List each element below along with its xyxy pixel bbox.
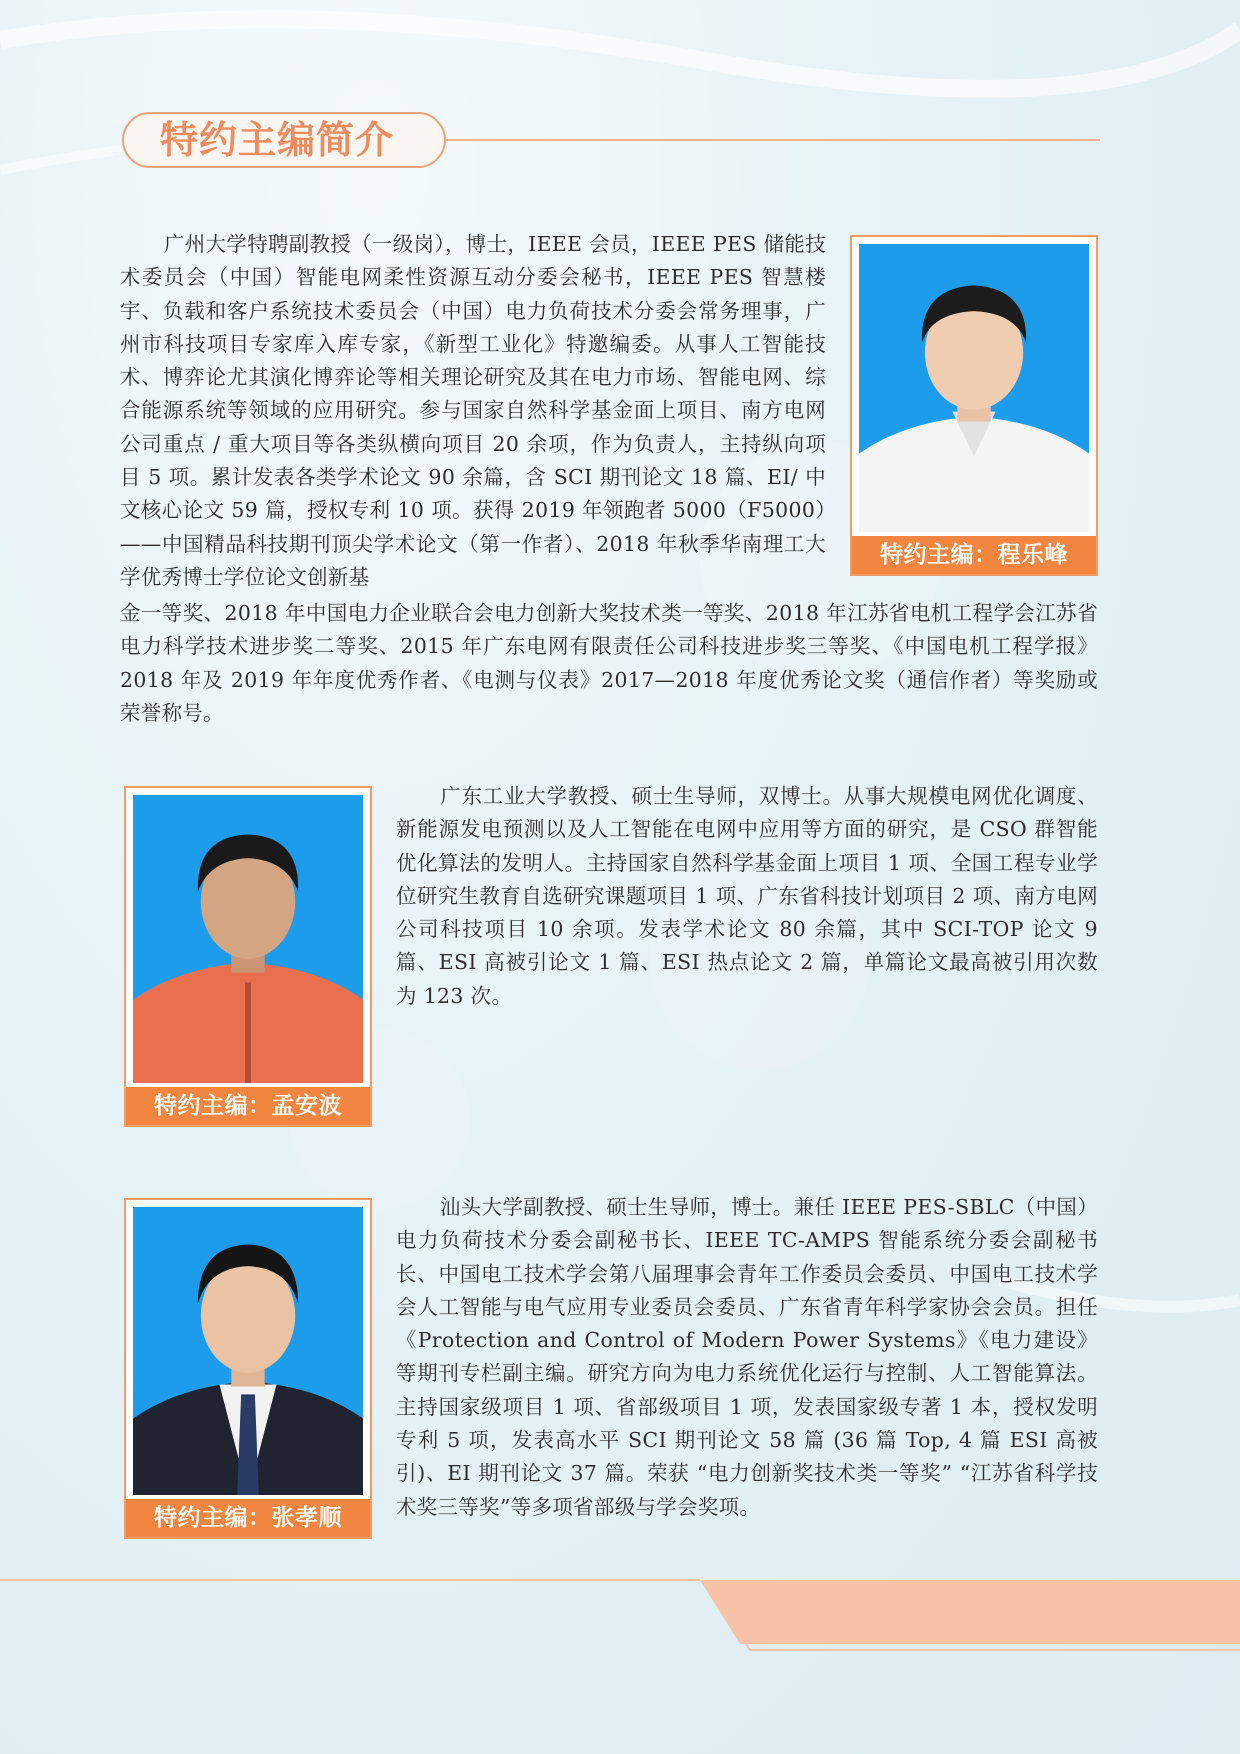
- editor-1-bio-continued: [120, 597, 1098, 730]
- editor-3-bio-text: 汕头大学副教授、硕士生导师，博士。兼任 IEEE PES-SBLC（中国）电力负荷技术分委会副秘书长、IEEE TC-AMPS 智能系统分委会副秘书长、中国电工技术学会第八届理事会青年工作委员会委员、中国电工技术学会人工智能与电气应用专业委员会委员、广东省青年科学家协会会员。担任《Protection and Control of Modern Power Systems》《电力建设》等期刊专栏副主编。研究方向为电力系统优化运行与控制、人工智能算法。主持国家级项目 1 项、省部级项目 1 项，发表国家级专著 1 本，授权发明专利 5 项，发表高水平 SCI 期刊论文 58 篇 (36 篇 Top, 4 篇 ESI 高被引)、EI 期刊论文 37 篇。荣获 “电力创新奖技术类一等奖” “江苏省科学技术奖三等奖”等多项省部级与学会奖项。: [396, 1195, 1098, 1519]
- header-rule: [446, 139, 1100, 141]
- editor-1-bio-text: 广州大学特聘副教授（一级岗），博士，IEEE 会员，IEEE PES 储能技术委员会（中国）智能电网柔性资源互动分委会秘书，IEEE PES 智慧楼宇、负载和客户系统技术委员会（中国）电力负荷技术分委会常务理事，广州市科技项目专家库入库专家，《新型工业化》特邀编委。从事人工智能技术、博弈论尤其演化博弈论等相关理论研究及其在电力市场、智能电网、综合能源系统等领域的应用研究。参与国家自然科学基金面上项目、南方电网公司重点 / 重大项目等各类纵横向项目 20 余项，作为负责人，主持纵向项目 5 项。累计发表各类学术论文 90 余篇，含 SCI 期刊论文 18 篇、EI/ 中文核心论文 59 篇，授权专利 10 项。获得 2019 年领跑者 5000（F5000）——中国精品科技期刊顶尖学术论文（第一作者）、2018 年秋季华南理工大学优秀博士学位论文创新基: [120, 232, 826, 589]
- editor-2-bio-text: 广东工业大学教授、硕士生导师，双博士。从事大规模电网优化调度、新能源发电预测以及人工智能在电网中应用等方面的研究，是 CSO 群智能优化算法的发明人。主持国家自然科学基金面上项目 1 项、全国工程专业学位研究生教育自选研究课题项目 1 项、广东省科技计划项目 2 项、南方电网公司科技项目 10 余项。发表学术论文 80 余篇，其中 SCI-TOP 论文 9 篇、ESI 高被引论文 1 篇、ESI 热点论文 2 篇，单篇论文最高被引用次数为 123 次。: [396, 784, 1098, 1008]
- editor-1-bio: [120, 228, 826, 596]
- editor-3-photo-card: [124, 1198, 372, 1539]
- editor-3-bio: [396, 1191, 1098, 1524]
- editor-3-caption: 特约主编：张孝顺: [126, 1499, 370, 1537]
- editor-1-caption: 特约主编：程乐峰: [852, 536, 1096, 574]
- footer-decoration: [0, 1568, 1240, 1754]
- editor-2-bio: [396, 780, 1098, 1013]
- editor-2-caption: 特约主编：孟安波: [126, 1087, 370, 1125]
- editor-3-portrait: [133, 1207, 363, 1495]
- editor-2-photo-card: [124, 786, 372, 1127]
- editor-1-bio-cont-text: 金一等奖、2018 年中国电力企业联合会电力创新大奖技术类一等奖、2018 年江苏省电机工程学会江苏省电力科学技术进步奖二等奖、2015 年广东电网有限责任公司科技进步奖三等奖、《中国电机工程学报》2018 年及 2019 年年度优秀作者、《电测与仪表》2017—2018 年度优秀论文奖（通信作者）等奖励或荣誉称号。: [120, 601, 1098, 725]
- editor-1-portrait: [859, 244, 1089, 532]
- editor-1-photo-card: [850, 235, 1098, 576]
- section-title: 特约主编简介: [160, 118, 395, 162]
- editor-2-portrait: [133, 795, 363, 1083]
- section-header: [122, 112, 1100, 172]
